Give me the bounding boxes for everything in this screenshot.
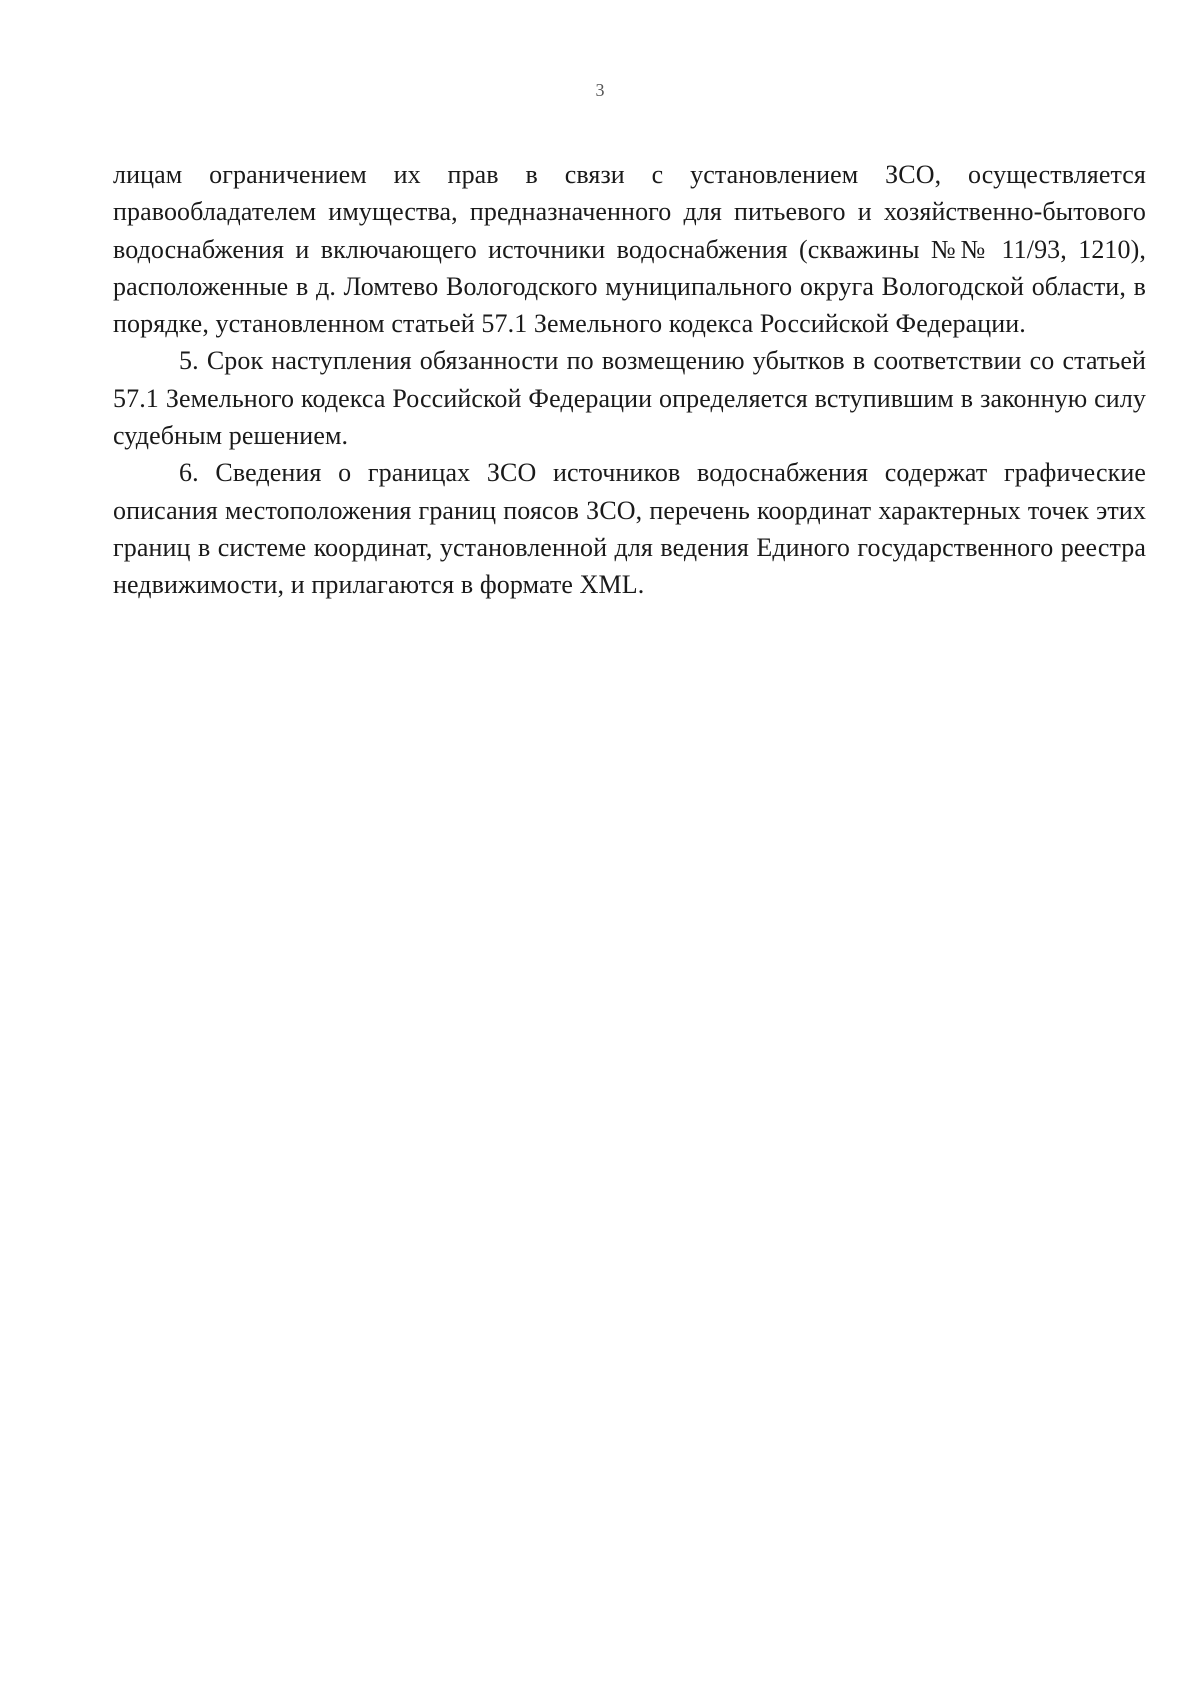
paragraph-continuation: лицам ограничением их прав в связи с установлением ЗСО, осуществляется правообладателем имущества, предназначенного для питьевого и хозяйственно-бытового водоснабжения и включающего источники водоснабжения (скважины №№ 11/93, 1210), расположенные в д. Ломтево Вологодского муниципального округа Вологодской области, в порядке, установленном статьей 57.1 Земельного кодекса Российской Федерации. [113, 160, 1146, 339]
page-number: 3 [595, 80, 605, 100]
paragraph-item-5: 5. Срок наступления обязанности по возмещению убытков в соответствии со статьей 57.1 Земельного кодекса Российской Федерации определяется вступившим в законную силу судебным решением. [113, 346, 1146, 451]
document-body [113, 156, 1146, 604]
paragraph-item-6: 6. Сведения о границах ЗСО источников водоснабжения содержат графические описания местоположения границ поясов ЗСО, перечень координат характерных точек этих границ в системе координат, установленной для ведения Единого государственного реестра недвижимости, и прилагаются в формате XML. [113, 458, 1146, 600]
